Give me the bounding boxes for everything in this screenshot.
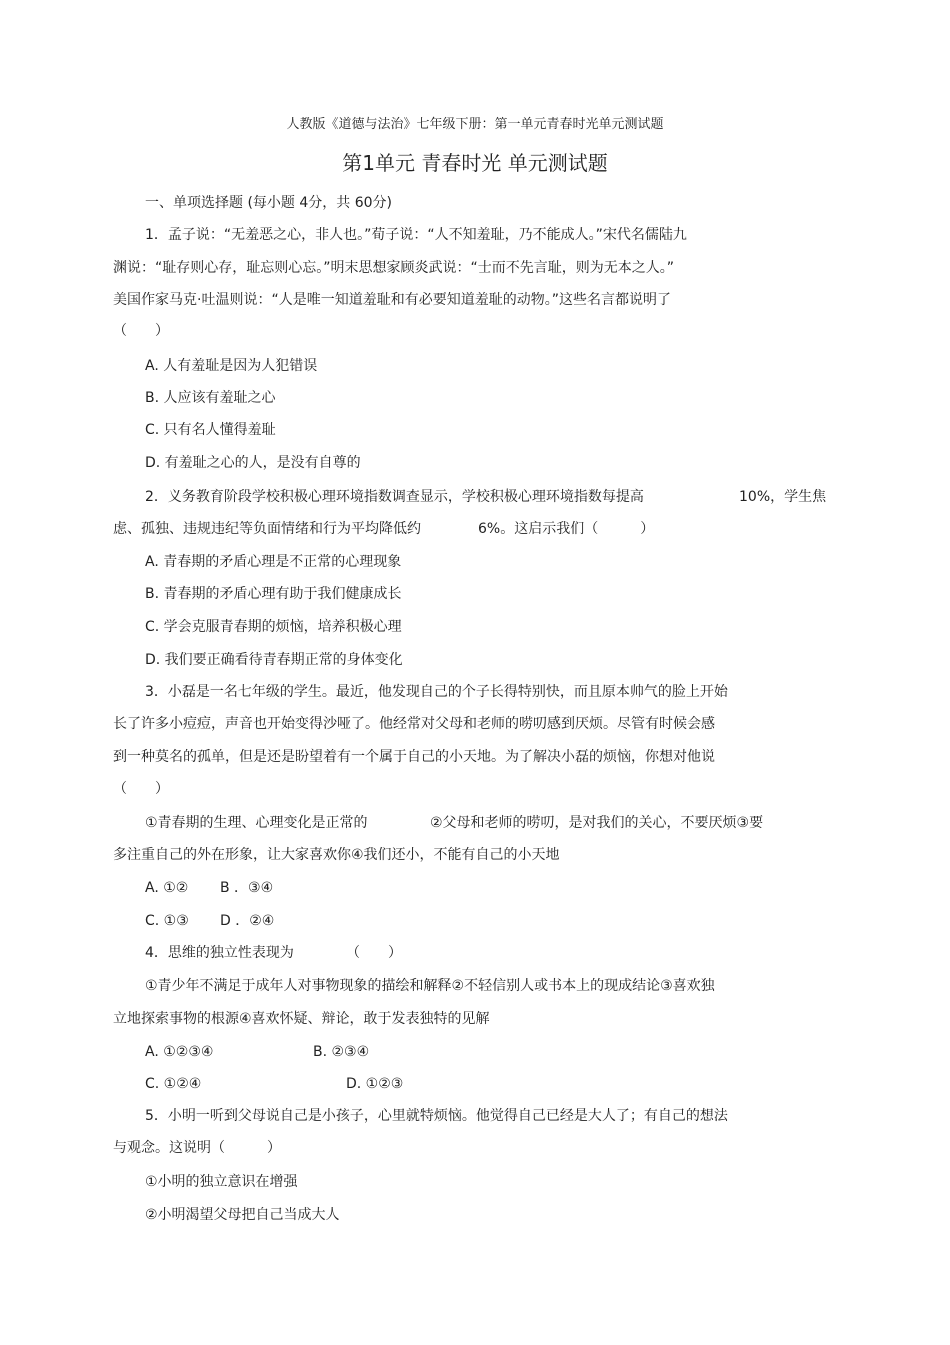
q3-line-3: 到一种莫名的孤单，但是还是盼望着有一个属于自己的小天地。为了解决小磊的烦恼，你想对他说	[113, 749, 715, 765]
q1-line-3: 美国作家马克·吐温则说：“人是唯一知道羞耻和有必要知道羞耻的动物。”这些名言都说明了	[113, 292, 671, 308]
q5-statement-1: ①小明的独立意识在增强	[145, 1174, 298, 1190]
q1-line-2: 渊说：“耻存则心存，耻忘则心忘。”明末思想家顾炎武说：“士而不先言耻，则为无本之人。”	[113, 260, 675, 276]
q2-option-a: A. 青春期的矛盾心理是不正常的心理现象	[145, 554, 402, 570]
q3-line-2: 长了许多小痘痘，声音也开始变得沙哑了。他经常对父母和老师的唠叨感到厌烦。尽管有时候会感	[113, 716, 715, 732]
q1-answer-paren: （ ）	[113, 323, 169, 339]
q3-statement-1b: ②父母和老师的唠叨，是对我们的关心，不要厌烦③要	[430, 815, 764, 831]
q1-line-1: 1．孟子说：“无羞恶之心，非人也。”荀子说：“人不知羞耻，乃不能成人。”宋代名儒陆九	[145, 227, 687, 243]
q2-line-2a: 虑、孤独、违规违纪等负面情绪和行为平均降低约	[113, 521, 421, 537]
q5-statement-2: ②小明渴望父母把自己当成大人	[145, 1207, 340, 1223]
q1-option-c: C. 只有名人懂得羞耻	[145, 422, 276, 438]
q4-option-a: A. ①②③④	[145, 1044, 214, 1060]
q4-option-d: D. ①②③	[346, 1076, 404, 1092]
q3-answer-paren: （ ）	[113, 781, 169, 797]
q5-line-1: 5．小明一听到父母说自己是小孩子，心里就特烦恼。他觉得自己已经是大人了；有自己的想法	[145, 1108, 728, 1124]
q5-line-2: 与观念。这说明（ ）	[113, 1140, 281, 1156]
q2-line-2b: 6%。这启示我们（ ）	[478, 521, 655, 537]
document-header: 人教版《道德与法治》七年级下册：第一单元青春时光单元测试题	[286, 117, 664, 132]
q2-line-1a: 2．义务教育阶段学校积极心理环境指数调查显示，学校积极心理环境指数每提高	[145, 489, 644, 505]
q3-option-b: B ．③④	[220, 880, 274, 896]
q4-statement-2: 立地探索事物的根源④喜欢怀疑、辩论，敢于发表独特的见解	[113, 1011, 490, 1027]
q2-option-c: C. 学会克服青春期的烦恼，培养积极心理	[145, 619, 402, 635]
q2-line-1b: 10%，学生焦	[739, 489, 827, 505]
q1-option-a: A. 人有羞耻是因为人犯错误	[145, 358, 318, 374]
q3-option-d: D ．②④	[220, 913, 275, 929]
q4-option-b: B. ②③④	[313, 1044, 370, 1060]
q4-statement-1: ①青少年不满足于成年人对事物现象的描绘和解释②不轻信别人或书本上的现成结论③喜欢独	[145, 978, 715, 994]
q3-option-a: A. ①②	[145, 880, 189, 896]
section-heading: 一、单项选择题 (每小题 4分，共 60分)	[145, 195, 392, 211]
q3-statement-2: 多注重自己的外在形象，让大家喜欢你④我们还小，不能有自己的小天地	[113, 847, 560, 863]
q4-answer-paren: （ ）	[346, 945, 402, 961]
q4-stem: 4．思维的独立性表现为	[145, 945, 294, 961]
q3-option-c: C. ①③	[145, 913, 189, 929]
q3-line-1: 3．小磊是一名七年级的学生。最近，他发现自己的个子长得特别快，而且原本帅气的脸上开始	[145, 684, 728, 700]
q2-option-d: D. 我们要正确看待青春期正常的身体变化	[145, 652, 403, 668]
q1-option-b: B. 人应该有羞耻之心	[145, 390, 276, 406]
q3-statement-1a: ①青春期的生理、心理变化是正常的	[145, 815, 368, 831]
q2-option-b: B. 青春期的矛盾心理有助于我们健康成长	[145, 586, 402, 602]
q1-option-d: D. 有羞耻之心的人，是没有自尊的	[145, 455, 361, 471]
q4-option-c: C. ①②④	[145, 1076, 202, 1092]
page-title: 第1单元 青春时光 单元测试题	[342, 151, 608, 175]
